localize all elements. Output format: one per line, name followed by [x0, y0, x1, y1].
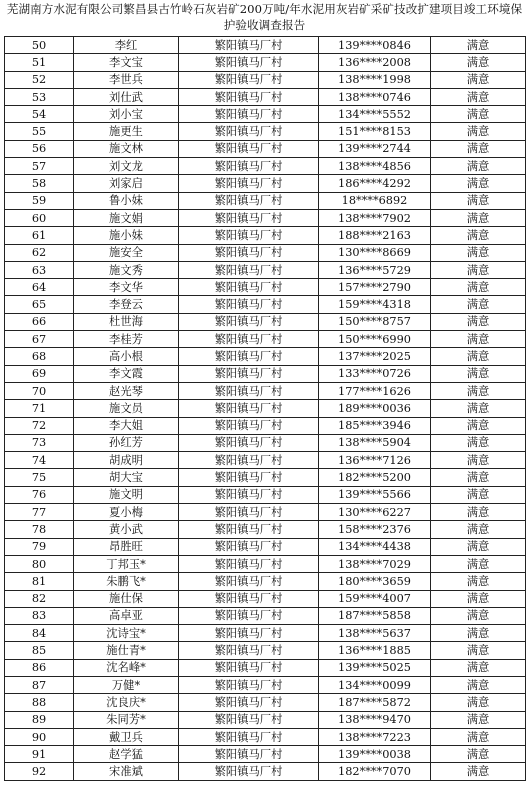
row-number-cell: 54 [5, 106, 74, 123]
phone-cell: 138****0746 [319, 88, 431, 105]
respondent-name-cell: 李文宝 [74, 54, 179, 71]
address-cell: 繁阳镇马厂村 [179, 71, 319, 88]
row-number-cell: 72 [5, 417, 74, 434]
row-number-cell: 61 [5, 227, 74, 244]
row-number-cell: 82 [5, 590, 74, 607]
table-row [5, 106, 526, 123]
phone-cell: 134****4438 [319, 538, 431, 555]
row-number-cell: 63 [5, 261, 74, 278]
phone-cell: 130****8669 [319, 244, 431, 261]
table-row [5, 676, 526, 693]
opinion-cell: 满意 [431, 469, 526, 486]
respondent-name-cell: 黄小武 [74, 521, 179, 538]
respondent-name-cell: 万健* [74, 676, 179, 693]
table-row [5, 382, 526, 399]
address-cell: 繁阳镇马厂村 [179, 659, 319, 676]
opinion-cell: 满意 [431, 382, 526, 399]
opinion-cell: 满意 [431, 331, 526, 348]
phone-cell: 182****7070 [319, 763, 431, 780]
address-cell: 繁阳镇马厂村 [179, 37, 319, 54]
address-cell: 繁阳镇马厂村 [179, 504, 319, 521]
respondent-name-cell: 刘文龙 [74, 158, 179, 175]
respondent-name-cell: 李文霞 [74, 365, 179, 382]
respondent-name-cell: 孙红芳 [74, 434, 179, 451]
address-cell: 繁阳镇马厂村 [179, 140, 319, 157]
row-number-cell: 70 [5, 382, 74, 399]
address-cell: 繁阳镇马厂村 [179, 123, 319, 140]
row-number-cell: 92 [5, 763, 74, 780]
row-number-cell: 56 [5, 140, 74, 157]
table-row [5, 348, 526, 365]
phone-cell: 139****5566 [319, 486, 431, 503]
address-cell: 繁阳镇马厂村 [179, 728, 319, 745]
table-row [5, 417, 526, 434]
row-number-cell: 76 [5, 486, 74, 503]
row-number-cell: 77 [5, 504, 74, 521]
table-row [5, 434, 526, 451]
opinion-cell: 满意 [431, 88, 526, 105]
table-row [5, 313, 526, 330]
row-number-cell: 88 [5, 694, 74, 711]
phone-cell: 177****1626 [319, 382, 431, 399]
table-row [5, 452, 526, 469]
table-row [5, 279, 526, 296]
respondent-name-cell: 胡大宝 [74, 469, 179, 486]
address-cell: 繁阳镇马厂村 [179, 452, 319, 469]
phone-cell: 187****5858 [319, 607, 431, 624]
table-row [5, 400, 526, 417]
opinion-cell: 满意 [431, 538, 526, 555]
respondent-name-cell: 施文林 [74, 140, 179, 157]
table-row [5, 746, 526, 763]
phone-cell: 137****2025 [319, 348, 431, 365]
phone-cell: 134****0099 [319, 676, 431, 693]
opinion-cell: 满意 [431, 400, 526, 417]
phone-cell: 151****8153 [319, 123, 431, 140]
phone-cell: 136****1885 [319, 642, 431, 659]
respondent-name-cell: 沈良庆* [74, 694, 179, 711]
respondent-name-cell: 施文秀 [74, 261, 179, 278]
respondent-name-cell: 高小根 [74, 348, 179, 365]
address-cell: 繁阳镇马厂村 [179, 625, 319, 642]
phone-cell: 136****5729 [319, 261, 431, 278]
phone-cell: 187****5872 [319, 694, 431, 711]
address-cell: 繁阳镇马厂村 [179, 365, 319, 382]
row-number-cell: 79 [5, 538, 74, 555]
row-number-cell: 58 [5, 175, 74, 192]
row-number-cell: 71 [5, 400, 74, 417]
table-row [5, 521, 526, 538]
row-number-cell: 62 [5, 244, 74, 261]
respondent-name-cell: 施文员 [74, 400, 179, 417]
table-row [5, 642, 526, 659]
row-number-cell: 52 [5, 71, 74, 88]
row-number-cell: 50 [5, 37, 74, 54]
phone-cell: 133****0726 [319, 365, 431, 382]
respondent-name-cell: 李红 [74, 37, 179, 54]
respondent-name-cell: 赵光琴 [74, 382, 179, 399]
opinion-cell: 满意 [431, 676, 526, 693]
address-cell: 繁阳镇马厂村 [179, 676, 319, 693]
table-row [5, 504, 526, 521]
respondent-name-cell: 李世兵 [74, 71, 179, 88]
phone-cell: 185****3946 [319, 417, 431, 434]
address-cell: 繁阳镇马厂村 [179, 209, 319, 226]
row-number-cell: 67 [5, 331, 74, 348]
address-cell: 繁阳镇马厂村 [179, 607, 319, 624]
table-row [5, 261, 526, 278]
phone-cell: 138****1998 [319, 71, 431, 88]
address-cell: 繁阳镇马厂村 [179, 175, 319, 192]
report-header [0, 0, 529, 33]
row-number-cell: 60 [5, 209, 74, 226]
phone-cell: 158****2376 [319, 521, 431, 538]
opinion-cell: 满意 [431, 746, 526, 763]
respondent-name-cell: 夏小梅 [74, 504, 179, 521]
opinion-cell: 满意 [431, 158, 526, 175]
respondent-name-cell: 施文明 [74, 486, 179, 503]
row-number-cell: 75 [5, 469, 74, 486]
respondent-name-cell: 赵学猛 [74, 746, 179, 763]
respondent-name-cell: 刘小宝 [74, 106, 179, 123]
respondent-name-cell: 施安全 [74, 244, 179, 261]
respondent-name-cell: 刘仕武 [74, 88, 179, 105]
phone-cell: 138****4856 [319, 158, 431, 175]
address-cell: 繁阳镇马厂村 [179, 54, 319, 71]
respondent-name-cell: 刘家启 [74, 175, 179, 192]
address-cell: 繁阳镇马厂村 [179, 694, 319, 711]
row-number-cell: 83 [5, 607, 74, 624]
phone-cell: 150****6990 [319, 331, 431, 348]
respondent-name-cell: 朱同芳* [74, 711, 179, 728]
table-row [5, 555, 526, 572]
row-number-cell: 84 [5, 625, 74, 642]
respondent-name-cell: 沈名峰* [74, 659, 179, 676]
respondent-name-cell: 昂胜旺 [74, 538, 179, 555]
row-number-cell: 86 [5, 659, 74, 676]
address-cell: 繁阳镇马厂村 [179, 279, 319, 296]
address-cell: 繁阳镇马厂村 [179, 348, 319, 365]
row-number-cell: 78 [5, 521, 74, 538]
address-cell: 繁阳镇马厂村 [179, 763, 319, 780]
opinion-cell: 满意 [431, 763, 526, 780]
phone-cell: 138****7223 [319, 728, 431, 745]
opinion-cell: 满意 [431, 261, 526, 278]
address-cell: 繁阳镇马厂村 [179, 227, 319, 244]
address-cell: 繁阳镇马厂村 [179, 313, 319, 330]
opinion-cell: 满意 [431, 521, 526, 538]
row-number-cell: 91 [5, 746, 74, 763]
opinion-cell: 满意 [431, 37, 526, 54]
table-row [5, 538, 526, 555]
opinion-cell: 满意 [431, 279, 526, 296]
row-number-cell: 64 [5, 279, 74, 296]
table-row [5, 140, 526, 157]
row-number-cell: 81 [5, 573, 74, 590]
table-row [5, 763, 526, 780]
opinion-cell: 满意 [431, 625, 526, 642]
table-row [5, 607, 526, 624]
phone-cell: 157****2790 [319, 279, 431, 296]
address-cell: 繁阳镇马厂村 [179, 331, 319, 348]
address-cell: 繁阳镇马厂村 [179, 244, 319, 261]
address-cell: 繁阳镇马厂村 [179, 746, 319, 763]
phone-cell: 18****6892 [319, 192, 431, 209]
phone-cell: 139****2744 [319, 140, 431, 157]
address-cell: 繁阳镇马厂村 [179, 192, 319, 209]
table-row [5, 365, 526, 382]
row-number-cell: 66 [5, 313, 74, 330]
row-number-cell: 87 [5, 676, 74, 693]
phone-cell: 138****9470 [319, 711, 431, 728]
address-cell: 繁阳镇马厂村 [179, 261, 319, 278]
respondent-name-cell: 沈诗宝* [74, 625, 179, 642]
row-number-cell: 80 [5, 555, 74, 572]
phone-cell: 180****3659 [319, 573, 431, 590]
phone-cell: 138****7902 [319, 209, 431, 226]
table-row [5, 659, 526, 676]
row-number-cell: 89 [5, 711, 74, 728]
respondent-name-cell: 施更生 [74, 123, 179, 140]
address-cell: 繁阳镇马厂村 [179, 642, 319, 659]
address-cell: 繁阳镇马厂村 [179, 296, 319, 313]
respondent-name-cell: 施小妹 [74, 227, 179, 244]
table-row [5, 175, 526, 192]
respondent-name-cell: 李登云 [74, 296, 179, 313]
opinion-cell: 满意 [431, 71, 526, 88]
row-number-cell: 57 [5, 158, 74, 175]
opinion-cell: 满意 [431, 504, 526, 521]
phone-cell: 136****7126 [319, 452, 431, 469]
respondent-name-cell: 施文娟 [74, 209, 179, 226]
phone-cell: 139****5025 [319, 659, 431, 676]
opinion-cell: 满意 [431, 711, 526, 728]
respondent-name-cell: 戴卫兵 [74, 728, 179, 745]
phone-cell: 189****0036 [319, 400, 431, 417]
table-row [5, 37, 526, 54]
row-number-cell: 53 [5, 88, 74, 105]
row-number-cell: 55 [5, 123, 74, 140]
phone-cell: 150****8757 [319, 313, 431, 330]
address-cell: 繁阳镇马厂村 [179, 106, 319, 123]
opinion-cell: 满意 [431, 607, 526, 624]
address-cell: 繁阳镇马厂村 [179, 573, 319, 590]
opinion-cell: 满意 [431, 209, 526, 226]
table-row [5, 88, 526, 105]
row-number-cell: 73 [5, 434, 74, 451]
opinion-cell: 满意 [431, 642, 526, 659]
row-number-cell: 74 [5, 452, 74, 469]
opinion-cell: 满意 [431, 590, 526, 607]
respondent-name-cell: 朱鹏飞* [74, 573, 179, 590]
address-cell: 繁阳镇马厂村 [179, 711, 319, 728]
respondent-name-cell: 李桂芳 [74, 331, 179, 348]
address-cell: 繁阳镇马厂村 [179, 417, 319, 434]
phone-cell: 159****4318 [319, 296, 431, 313]
row-number-cell: 65 [5, 296, 74, 313]
opinion-cell: 满意 [431, 573, 526, 590]
row-number-cell: 59 [5, 192, 74, 209]
respondent-name-cell: 施仕保 [74, 590, 179, 607]
opinion-cell: 满意 [431, 175, 526, 192]
opinion-cell: 满意 [431, 555, 526, 572]
respondent-name-cell: 李大姐 [74, 417, 179, 434]
respondent-name-cell: 杜世海 [74, 313, 179, 330]
opinion-cell: 满意 [431, 348, 526, 365]
phone-cell: 138****5904 [319, 434, 431, 451]
survey-table [4, 36, 526, 781]
phone-cell: 138****5637 [319, 625, 431, 642]
address-cell: 繁阳镇马厂村 [179, 434, 319, 451]
row-number-cell: 68 [5, 348, 74, 365]
opinion-cell: 满意 [431, 140, 526, 157]
respondent-name-cell: 鲁小妹 [74, 192, 179, 209]
address-cell: 繁阳镇马厂村 [179, 538, 319, 555]
opinion-cell: 满意 [431, 659, 526, 676]
table-row [5, 590, 526, 607]
table-row [5, 573, 526, 590]
table-row [5, 227, 526, 244]
respondent-name-cell: 施仕青* [74, 642, 179, 659]
opinion-cell: 满意 [431, 417, 526, 434]
table-row [5, 71, 526, 88]
opinion-cell: 满意 [431, 728, 526, 745]
row-number-cell: 85 [5, 642, 74, 659]
report-title: 芜湖南方水泥有限公司繁昌县古竹岭石灰岩矿200万吨/年水泥用灰岩矿采矿技改扩建项目竣工环境保护验收调查报告 [6, 2, 523, 32]
table-row [5, 469, 526, 486]
table-row [5, 711, 526, 728]
table-row [5, 54, 526, 71]
table-row [5, 158, 526, 175]
address-cell: 繁阳镇马厂村 [179, 400, 319, 417]
table-row [5, 486, 526, 503]
opinion-cell: 满意 [431, 227, 526, 244]
address-cell: 繁阳镇马厂村 [179, 88, 319, 105]
table-row [5, 192, 526, 209]
phone-cell: 130****6227 [319, 504, 431, 521]
opinion-cell: 满意 [431, 434, 526, 451]
respondent-name-cell: 胡成明 [74, 452, 179, 469]
respondent-name-cell: 宋准斌 [74, 763, 179, 780]
table-row [5, 625, 526, 642]
opinion-cell: 满意 [431, 123, 526, 140]
phone-cell: 134****5552 [319, 106, 431, 123]
address-cell: 繁阳镇马厂村 [179, 382, 319, 399]
table-row [5, 244, 526, 261]
address-cell: 繁阳镇马厂村 [179, 469, 319, 486]
table-row [5, 728, 526, 745]
opinion-cell: 满意 [431, 192, 526, 209]
phone-cell: 138****7029 [319, 555, 431, 572]
table-row [5, 209, 526, 226]
row-number-cell: 90 [5, 728, 74, 745]
phone-cell: 136****2008 [319, 54, 431, 71]
opinion-cell: 满意 [431, 365, 526, 382]
phone-cell: 182****5200 [319, 469, 431, 486]
address-cell: 繁阳镇马厂村 [179, 555, 319, 572]
address-cell: 繁阳镇马厂村 [179, 590, 319, 607]
opinion-cell: 满意 [431, 106, 526, 123]
phone-cell: 186****4292 [319, 175, 431, 192]
table-row [5, 123, 526, 140]
opinion-cell: 满意 [431, 486, 526, 503]
row-number-cell: 51 [5, 54, 74, 71]
phone-cell: 139****0038 [319, 746, 431, 763]
phone-cell: 139****0846 [319, 37, 431, 54]
table-row [5, 694, 526, 711]
opinion-cell: 满意 [431, 54, 526, 71]
opinion-cell: 满意 [431, 452, 526, 469]
table-row [5, 331, 526, 348]
address-cell: 繁阳镇马厂村 [179, 521, 319, 538]
respondent-name-cell: 高卓亚 [74, 607, 179, 624]
table-row [5, 296, 526, 313]
respondent-name-cell: 李文华 [74, 279, 179, 296]
opinion-cell: 满意 [431, 694, 526, 711]
respondent-name-cell: 丁邦玉* [74, 555, 179, 572]
opinion-cell: 满意 [431, 296, 526, 313]
address-cell: 繁阳镇马厂村 [179, 158, 319, 175]
opinion-cell: 满意 [431, 244, 526, 261]
address-cell: 繁阳镇马厂村 [179, 486, 319, 503]
opinion-cell: 满意 [431, 313, 526, 330]
row-number-cell: 69 [5, 365, 74, 382]
phone-cell: 159****4007 [319, 590, 431, 607]
phone-cell: 188****2163 [319, 227, 431, 244]
survey-table-body [5, 37, 526, 781]
